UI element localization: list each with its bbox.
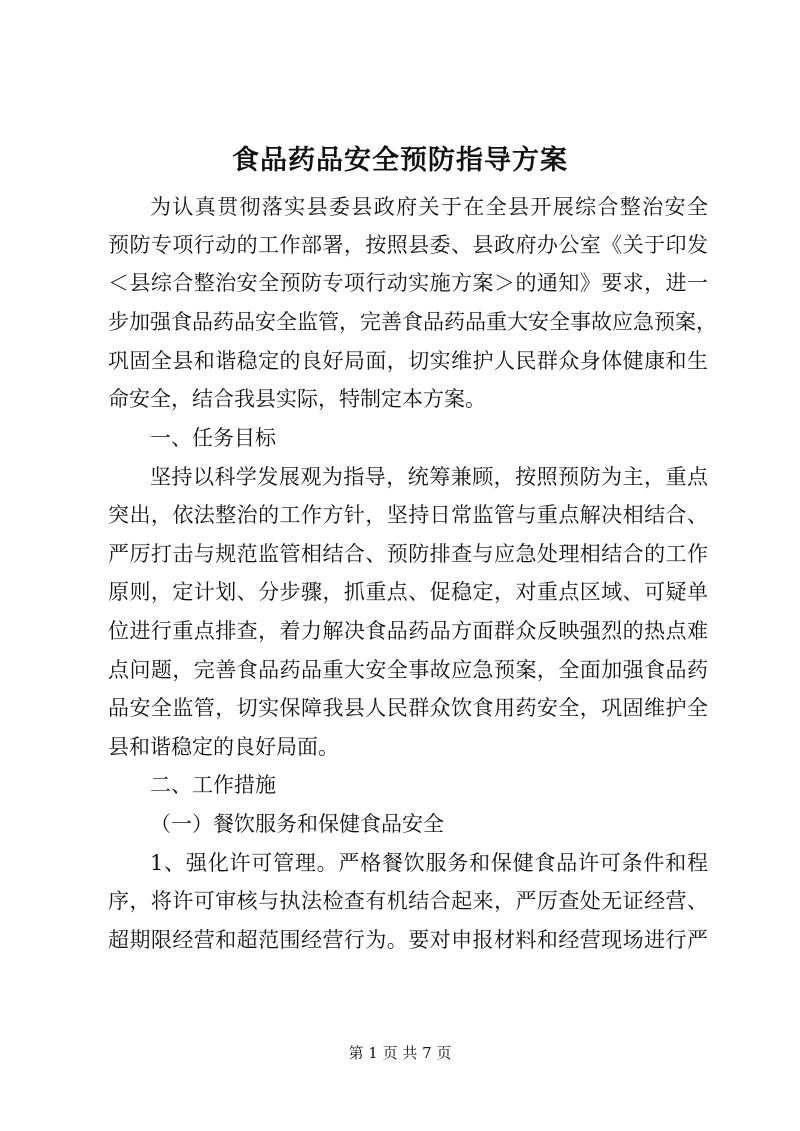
page-number-footer: 第 1 页 共 7 页 [348, 1044, 452, 1062]
paragraph-line: 为认真贯彻落实县委县政府关于在全县开展综合整治安全 [150, 195, 708, 219]
paragraph-line: 坚持以科学发展观为指导，统筹兼顾，按照预防为主，重点 [150, 465, 708, 489]
paragraph-line: 1、强化许可管理。严格餐饮服务和保健食品许可条件和程 [150, 851, 708, 875]
paragraph-line: 序，将许可审核与执法检查有机结合起来，严厉查处无证经营、 [108, 889, 708, 913]
section-heading: 二、工作措施 [150, 773, 276, 797]
paragraph-line: 预防专项行动的工作部署，按照县委、县政府办公室《关于印发 [108, 233, 708, 257]
document-title: 食品药品安全预防指导方案 [232, 145, 568, 176]
paragraph-line: 巩固全县和谐稳定的良好局面，切实维护人民群众身体健康和生 [108, 349, 708, 373]
paragraph-line: 突出，依法整治的工作方针，坚持日常监管与重点解决相结合、 [108, 503, 708, 527]
paragraph-line: 点问题，完善食品药品重大安全事故应急预案，全面加强食品药 [108, 658, 708, 682]
paragraph-line: 位进行重点排查，着力解决食品药品方面群众反映强烈的热点难 [108, 619, 708, 643]
paragraph-line: 步加强食品药品安全监管，完善食品药品重大安全事故应急预案， [108, 310, 717, 334]
paragraph-line: 原则，定计划、分步骤，抓重点、促稳定，对重点区域、可疑单 [108, 580, 708, 604]
paragraph-line: 县和谐稳定的良好局面。 [108, 735, 339, 759]
paragraph-line: 严厉打击与规范监管相结合、预防排查与应急处理相结合的工作 [108, 542, 708, 566]
paragraph-line: 品安全监管，切实保障我县人民群众饮食用药安全，巩固维护全 [108, 696, 708, 720]
paragraph-line: 命安全，结合我县实际，特制定本方案。 [108, 387, 486, 411]
paragraph-line: 超期限经营和超范围经营行为。要对申报材料和经营现场进行严 [108, 928, 708, 952]
subsection-heading: （一）餐饮服务和保健食品安全 [150, 812, 444, 836]
paragraph-line: ＜县综合整治安全预防专项行动实施方案＞的通知》要求，进一 [108, 271, 708, 295]
section-heading: 一、任务目标 [150, 426, 276, 450]
